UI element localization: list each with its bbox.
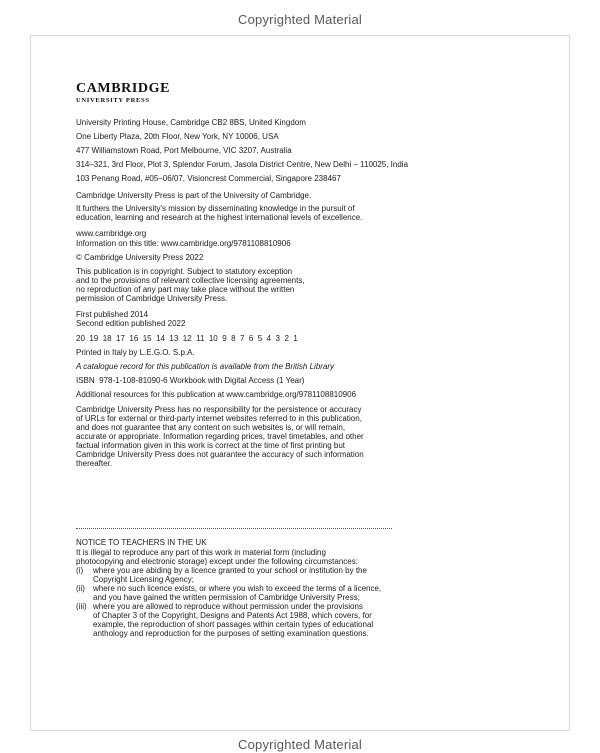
text-line: It is illegal to reproduce any part of this work in material form (including <box>76 548 326 557</box>
notice-item-label: (ii) <box>76 584 85 593</box>
title-info-line: Information on this title: www.cambridge.org/9781108810906 <box>76 239 291 248</box>
text-line: of URLs for external or third-party internet websites referred to in this publication, <box>76 414 362 423</box>
text-line: accurate or appropriate. Information regarding prices, travel timetables, and other <box>76 432 364 441</box>
address-line: 314–321, 3rd Floor, Plot 3, Splendor Forum, Jasola District Centre, New Delhi – 110025, India <box>76 160 409 169</box>
notice-item-label: (i) <box>76 566 84 575</box>
notice-item-i <box>76 566 539 584</box>
address-line: University Printing House, Cambridge CB2 8BS, United Kingdom <box>76 118 306 127</box>
text-line: This publication is in copyright. Subject to statutory exception <box>76 267 293 276</box>
first-published-line: First published 2014 <box>76 310 149 319</box>
publisher-logo <box>76 82 539 105</box>
copyright-notice <box>76 267 539 303</box>
copyright-watermark-top: Copyrighted Material <box>238 12 362 27</box>
text-line: Cambridge University Press does not guarantee the accuracy of such information <box>76 450 364 459</box>
additional-resources-line: Additional resources for this publication at www.cambridge.org/9781108810906 <box>76 390 357 399</box>
notice-item-text <box>93 566 539 584</box>
printer-line: Printed in Italy by L.E.G.O. S.p.A. <box>76 348 195 357</box>
notice-item-iii <box>76 602 539 638</box>
text-line: factual information given in this work is correct at the time of first printing but <box>76 441 346 450</box>
notice-heading: NOTICE TO TEACHERS IN THE UK <box>76 538 207 547</box>
text-line: and does not guarantee that any content on such websites is, or will remain, <box>76 423 346 432</box>
publication-history <box>76 310 539 328</box>
notice-item-label: (iii) <box>76 602 87 611</box>
address-line: 103 Penang Road, #05–06/07, Visioncrest Commercial, Singapore 238467 <box>76 174 341 183</box>
text-line: photocopying and electronic storage) except under the following circumstances: <box>76 557 358 566</box>
logo-university-press-text: UNIVERSITY PRESS <box>76 97 150 104</box>
print-run-line: 20 19 18 17 16 15 14 13 12 11 10 9 8 7 6 5 4 3 2 1 <box>76 334 298 343</box>
mission-statement <box>76 204 539 222</box>
text-line: and you have gained the written permission of Cambridge University Press; <box>93 593 360 602</box>
text-line: where you are allowed to reproduce without permission under the provisions <box>93 602 363 611</box>
text-line: anthology and reproduction for the purposes of setting examination questions. <box>93 629 369 638</box>
imprint-page-content <box>31 36 569 638</box>
text-line: thereafter. <box>76 459 113 468</box>
text-line: permission of Cambridge University Press. <box>76 294 228 303</box>
text-line: of Chapter 3 of the Copyright, Designs and Patents Act 1988, which covers, for <box>93 611 372 620</box>
address-line: One Liberty Plaza, 20th Floor, New York, NY 10006, USA <box>76 132 279 141</box>
copyright-watermark-bottom: Copyrighted Material <box>238 737 362 752</box>
notice-item-text <box>93 584 539 602</box>
text-line: where no such licence exists, or where you wish to exceed the terms of a licence, <box>93 584 382 593</box>
part-of-university-statement: Cambridge University Press is part of the University of Cambridge. <box>76 191 312 200</box>
notice-item-ii <box>76 584 539 602</box>
isbn-line: ISBN 978-1-108-81090-6 Workbook with Digital Access (1 Year) <box>76 376 305 385</box>
logo-cambridge-text: CAMBRIDGE <box>76 81 171 96</box>
text-line: where you are abiding by a licence granted to your school or institution by the <box>93 566 367 575</box>
catalogue-record-line: A catalogue record for this publication is available from the British Library <box>76 362 335 371</box>
url-disclaimer <box>76 405 539 468</box>
book-page <box>30 35 570 731</box>
text-line: It furthers the University's mission by disseminating knowledge in the pursuit of <box>76 204 355 213</box>
text-line: no reproduction of any part may take place without the written <box>76 285 295 294</box>
web-info-block <box>76 229 539 249</box>
dotted-divider <box>76 528 392 529</box>
website-line: www.cambridge.org <box>76 229 147 238</box>
text-line: Copyright Licensing Agency; <box>93 575 194 584</box>
text-line: Cambridge University Press has no responsibility for the persistence or accuracy <box>76 405 362 414</box>
text-line: education, learning and research at the highest international levels of excellence. <box>76 213 363 222</box>
publisher-address-list <box>76 118 539 183</box>
notice-intro <box>76 548 539 566</box>
text-line: and to the provisions of relevant collective licensing agreements, <box>76 276 305 285</box>
address-line: 477 Williamstown Road, Port Melbourne, VIC 3207, Australia <box>76 146 292 155</box>
copyright-statement: © Cambridge University Press 2022 <box>76 253 204 262</box>
text-line: example, the reproduction of short passages within certain types of educational <box>93 620 374 629</box>
notice-item-text <box>93 602 539 638</box>
second-edition-line: Second edition published 2022 <box>76 319 186 328</box>
